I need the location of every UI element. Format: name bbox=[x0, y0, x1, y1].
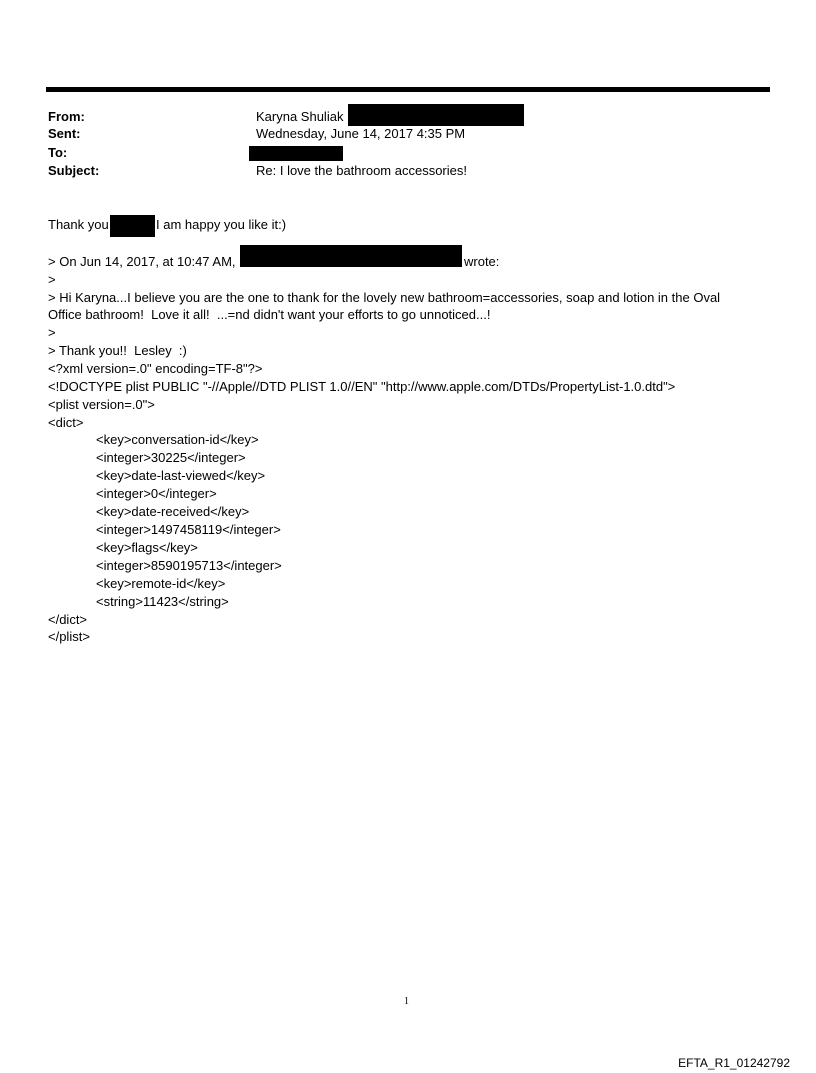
page-number: 1 bbox=[404, 996, 409, 1007]
xml-line: <integer>0</integer> bbox=[96, 486, 217, 501]
xml-line: <integer>8590195713</integer> bbox=[96, 558, 282, 573]
header-rule bbox=[46, 87, 770, 92]
thank-you-prefix: Thank you bbox=[48, 217, 109, 232]
xml-line: <?xml version=.0" encoding=TF-8"?> bbox=[48, 361, 263, 376]
xml-line: </plist> bbox=[48, 629, 90, 644]
redaction-from-email bbox=[348, 104, 524, 126]
quote-line-3: > Thank you!! Lesley :) bbox=[48, 343, 187, 358]
quote-intro-suffix: wrote: bbox=[464, 254, 500, 269]
quote-blank-1: > bbox=[48, 272, 56, 287]
xml-line: <integer>1497458119</integer> bbox=[96, 522, 281, 537]
redaction-to bbox=[249, 146, 343, 161]
subject-value: Re: I love the bathroom accessories! bbox=[256, 163, 467, 178]
xml-line: <key>conversation-id</key> bbox=[96, 432, 259, 447]
xml-line: <string>11423</string> bbox=[96, 594, 229, 609]
xml-line: <key>flags</key> bbox=[96, 540, 198, 555]
thank-you-suffix: I am happy you like it:) bbox=[156, 217, 287, 232]
xml-line: <key>date-received</key> bbox=[96, 504, 250, 519]
xml-line: <!DOCTYPE plist PUBLIC "-//Apple//DTD PLIST 1.0//EN" "http://www.apple.com/DTDs/PropertyList-1.0.dtd"> bbox=[48, 379, 676, 394]
redaction-sender bbox=[240, 245, 462, 267]
sent-value: Wednesday, June 14, 2017 4:35 PM bbox=[256, 126, 466, 141]
from-value: Karyna Shuliak bbox=[256, 109, 344, 124]
xml-line: <dict> bbox=[48, 415, 84, 430]
xml-line: </dict> bbox=[48, 612, 88, 627]
quote-line-2: Office bathroom! Love it all! ...=nd didn't want your efforts to go unnoticed...! bbox=[48, 307, 491, 322]
quote-line-1: > Hi Karyna...I believe you are the one to thank for the lovely new bathroom=accessories, soap and lotion in the Oval bbox=[48, 290, 721, 305]
xml-line: <key>remote-id</key> bbox=[96, 576, 226, 591]
from-label: From: bbox=[48, 109, 85, 124]
redaction-name bbox=[110, 215, 155, 237]
xml-line: <integer>30225</integer> bbox=[96, 450, 246, 465]
sent-label: Sent: bbox=[48, 126, 81, 141]
subject-label: Subject: bbox=[48, 163, 100, 178]
xml-line: <plist version=.0"> bbox=[48, 397, 155, 412]
quote-intro-prefix: > On Jun 14, 2017, at 10:47 AM, bbox=[48, 254, 236, 269]
quote-blank-2: > bbox=[48, 325, 56, 340]
document-id: EFTA_R1_01242792 bbox=[678, 1056, 790, 1070]
to-label: To: bbox=[48, 145, 68, 160]
xml-line: <key>date-last-viewed</key> bbox=[96, 468, 266, 483]
